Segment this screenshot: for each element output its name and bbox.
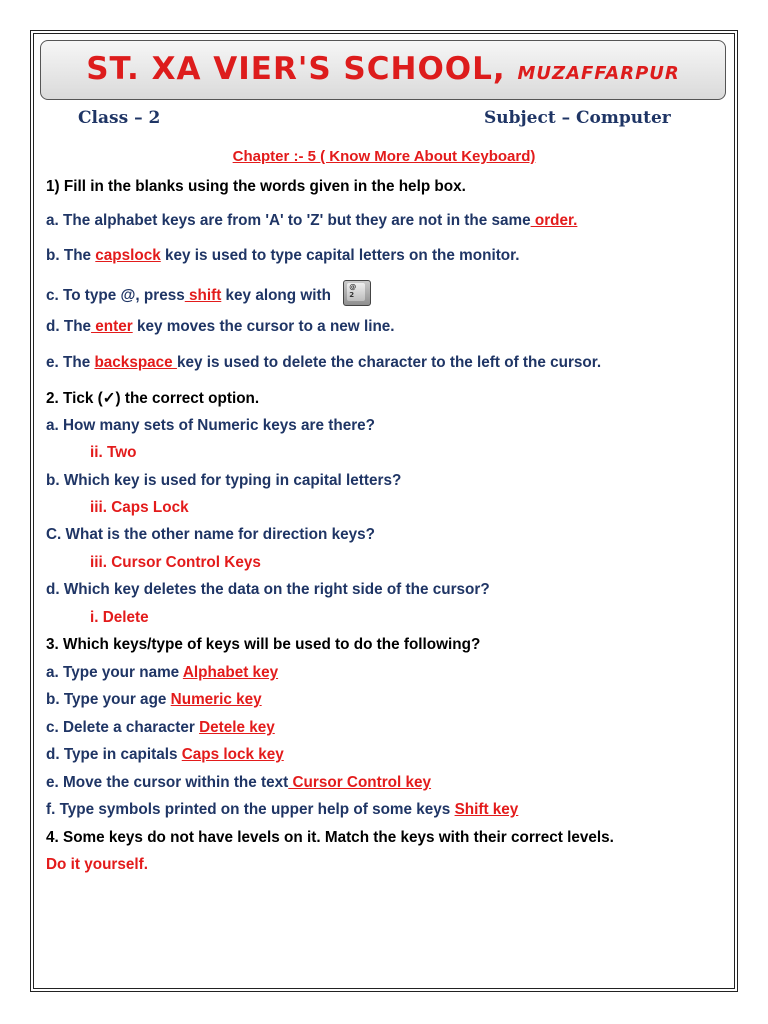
q1-e	[46, 354, 601, 372]
q3-item	[46, 746, 284, 764]
q3-answer: Caps lock key	[181, 746, 284, 763]
q2-answer: ii. Two	[90, 444, 137, 461]
q1-e-text-after: key is used to delete the character to the left of the cursor.	[176, 354, 602, 371]
q3-item	[46, 774, 431, 792]
q4-heading: 4. Some keys do not have levels on it. Match the keys with their correct levels.	[46, 829, 614, 846]
q1-b-text-after: key is used to type capital letters on the monitor.	[160, 247, 520, 264]
q1-d-text: d. The	[46, 318, 92, 335]
class-label: Class – 2	[78, 108, 161, 128]
q1-c-text-after: key along with	[221, 287, 331, 305]
q1-a	[46, 212, 577, 230]
q2-heading: 2. Tick (✓) the correct option.	[46, 390, 260, 407]
q2-answer: iii. Caps Lock	[90, 499, 189, 516]
q3-prompt: d. Type in capitals	[46, 746, 182, 763]
q3-item	[46, 719, 275, 737]
q1-d	[46, 318, 395, 336]
q1-c-answer: shift	[184, 287, 222, 305]
subject-label: Subject – Computer	[484, 108, 671, 128]
q1-d-text-after: key moves the cursor to a new line.	[132, 318, 395, 335]
q1-d-answer: enter	[91, 318, 133, 335]
at-2-key-icon	[343, 280, 371, 306]
school-city: MUZAFFARPUR	[517, 63, 680, 84]
q1-a-answer: order.	[530, 212, 578, 229]
q3-answer: Detele key	[199, 719, 275, 736]
q3-answer: Shift key	[454, 801, 519, 818]
q3-prompt: e. Move the cursor within the text	[46, 774, 289, 791]
q1-b-text: b. The	[46, 247, 96, 264]
q1-e-text: e. The	[46, 354, 95, 371]
q3-prompt: f. Type symbols printed on the upper help of some keys	[46, 801, 455, 818]
q1-heading: 1) Fill in the blanks using the words given in the help box.	[46, 178, 466, 195]
q3-answer: Alphabet key	[182, 664, 279, 681]
q2-answer: iii. Cursor Control Keys	[90, 554, 261, 571]
q2-question: d. Which key deletes the data on the right side of the cursor?	[46, 581, 490, 598]
q3-answer: Numeric key	[170, 691, 262, 708]
q3-item	[46, 691, 262, 709]
q1-c-text: c. To type @, press	[46, 287, 185, 305]
school-title	[41, 51, 725, 87]
school-name: ST. XA VIER'S SCHOOL,	[86, 51, 506, 87]
q3-prompt: c. Delete a character	[46, 719, 200, 736]
q1-b-answer: capslock	[95, 247, 161, 264]
q1-b	[46, 247, 520, 265]
key-bottom-glyph: 2	[349, 291, 355, 299]
q1-e-answer: backspace	[94, 354, 177, 371]
q2-answer: i. Delete	[90, 609, 149, 626]
chapter-title: Chapter :- 5 ( Know More About Keyboard)	[232, 148, 536, 165]
key-top-glyph: @	[349, 283, 357, 291]
q4-answer: Do it yourself.	[46, 856, 148, 873]
q3-prompt: b. Type your age	[46, 691, 171, 708]
q1-a-text: a. The alphabet keys are from 'A' to 'Z' but they are not in the same	[46, 212, 531, 229]
q3-item	[46, 801, 518, 819]
q2-question: a. How many sets of Numeric keys are there?	[46, 417, 376, 434]
q1-c	[46, 283, 371, 309]
q3-heading: 3. Which keys/type of keys will be used to do the following?	[46, 636, 481, 653]
school-banner	[40, 40, 726, 100]
q2-question: C. What is the other name for direction keys?	[46, 526, 375, 543]
q3-prompt: a. Type your name	[46, 664, 183, 681]
q3-answer: Cursor Control key	[288, 774, 432, 791]
q3-item	[46, 664, 278, 682]
q2-question: b. Which key is used for typing in capital letters?	[46, 472, 402, 489]
